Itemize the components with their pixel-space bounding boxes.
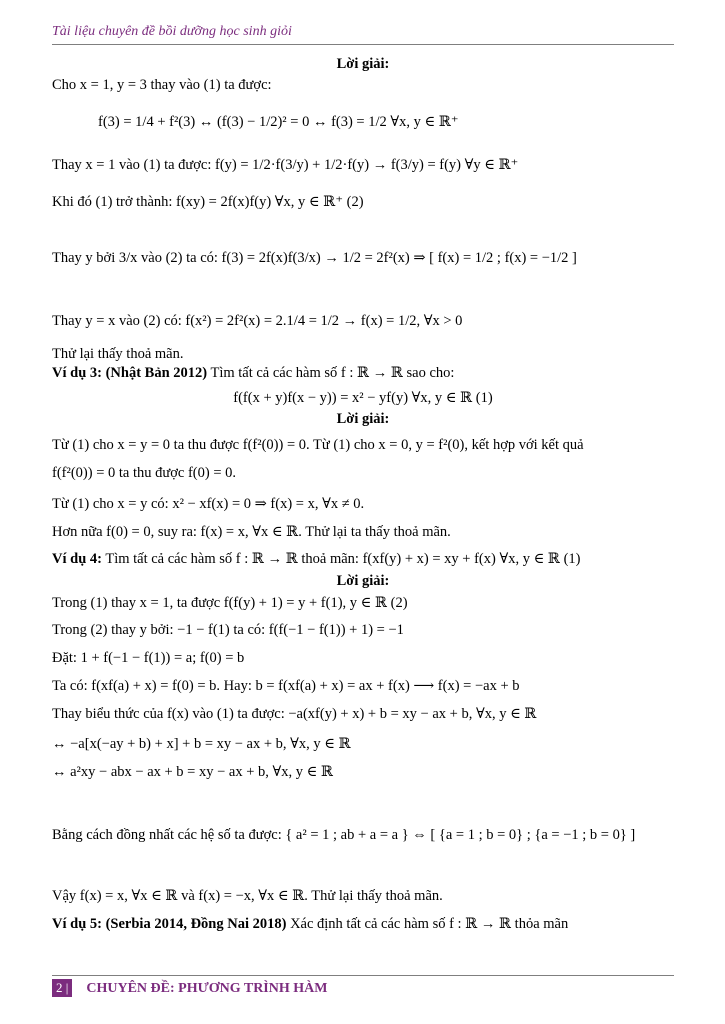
text-line — [52, 735, 351, 753]
example-heading: Ví dụ 5: (Serbia 2014, Đồng Nai 2018) — [52, 916, 287, 932]
text-line — [98, 113, 459, 131]
text-line — [52, 389, 674, 407]
text-line — [52, 887, 443, 905]
line-text: Vậy f(x) = x, ∀x ∈ ℝ và f(x) = −x, ∀x ∈ ℝ. Thử lại thấy thoả mãn. — [52, 888, 443, 904]
text-line — [52, 464, 236, 482]
example-heading: Ví dụ 3: (Nhật Bản 2012) — [52, 365, 208, 381]
text-line — [52, 76, 272, 94]
line-text: Bằng cách đồng nhất các hệ số ta được: { a² = 1 ; ab + a = a } ⇔ [ {a = 1 ; b = 0} ; {a = −1 ; b = 0} ] — [52, 827, 636, 843]
line-text: Đặt: 1 + f(−1 − f(1)) = a; f(0) = b — [52, 650, 245, 666]
text-line — [52, 826, 635, 844]
example-heading: Ví dụ 4: — [52, 551, 102, 567]
text-line — [52, 249, 577, 267]
line-text: Thay y bởi 3/x vào (2) ta có: f(3) = 2f(x)f(3/x) → 1/2 = 2f²(x) ⇒ [ f(x) = 1/2 ; f(x) = −1/2 ] — [52, 250, 577, 266]
solution-heading: Lời giải: — [336, 411, 390, 427]
line-text: Thay y = x vào (2) có: f(x²) = 2f²(x) = 2.1/4 = 1/2 → f(x) = 1/2, ∀x > 0 — [52, 313, 463, 329]
line-text: Thử lại thấy thoả mãn. — [52, 346, 184, 362]
text-line — [52, 594, 408, 612]
line-text: Ta có: f(xf(a) + x) = f(0) = b. Hay: b = f(xf(a) + x) = ax + f(x) ⟶ f(x) = −ax + b — [52, 678, 520, 694]
text-line — [52, 193, 364, 211]
line-text: Từ (1) cho x = y = 0 ta thu được f(f²(0)) = 0. Từ (1) cho x = 0, y = f²(0), kết hợp với kết quả — [52, 437, 584, 453]
text-line — [52, 677, 520, 695]
line-text: f(f²(0)) = 0 ta thu được f(0) = 0. — [52, 465, 236, 481]
line-text: f(3) = 1/4 + f²(3) ↔ (f(3) − 1/2)² = 0 ↔ f(3) = 1/2 ∀x, y ∈ ℝ⁺ — [98, 114, 459, 130]
text-line — [52, 705, 536, 723]
page-header: Tài liệu chuyên đề bồi dưỡng học sinh giỏi — [52, 24, 292, 39]
page-number: 2 | — [52, 979, 72, 997]
line-text: Thay biểu thức của f(x) vào (1) ta được: −a(xf(y) + x) + b = xy − ax + b, ∀x, y ∈ ℝ — [52, 706, 537, 722]
text-line — [52, 763, 333, 781]
text-line — [52, 915, 568, 933]
text-line — [52, 55, 674, 73]
page-footer — [52, 979, 327, 997]
line-text: Từ (1) cho x = y có: x² − xf(x) = 0 ⇒ f(x) = x, ∀x ≠ 0. — [52, 496, 365, 512]
text-line — [52, 550, 581, 568]
line-text: Thay x = 1 vào (1) ta được: f(y) = 1/2·f(3/y) + 1/2·f(y) → f(3/y) = f(y) ∀y ∈ ℝ⁺ — [52, 157, 519, 173]
text-line — [52, 436, 584, 454]
text-line — [52, 523, 451, 541]
line-text: Trong (1) thay x = 1, ta được f(f(y) + 1) = y + f(1), y ∈ ℝ (2) — [52, 595, 408, 611]
line-text: Khi đó (1) trở thành: f(xy) = 2f(x)f(y) ∀x, y ∈ ℝ⁺ (2) — [52, 194, 364, 210]
solution-heading: Lời giải: — [336, 56, 390, 72]
line-text: Cho x = 1, y = 3 thay vào (1) ta được: — [52, 77, 272, 93]
text-line — [52, 156, 518, 174]
text-line — [52, 345, 183, 363]
text-line — [52, 649, 244, 667]
text-line — [52, 312, 462, 330]
line-text: f(f(x + y)f(x − y)) = x² − yf(y) ∀x, y ∈ ℝ (1) — [233, 390, 493, 406]
solution-heading: Lời giải: — [336, 573, 390, 589]
header-rule — [52, 44, 674, 45]
text-line — [52, 572, 674, 590]
line-text: Xác định tất cả các hàm số f : ℝ → ℝ thỏa mãn — [290, 916, 569, 932]
text-line — [52, 495, 364, 513]
line-text: Trong (2) thay y bởi: −1 − f(1) ta có: f(f(−1 − f(1)) + 1) = −1 — [52, 622, 404, 638]
footer-title: CHUYÊN ĐỀ: PHƯƠNG TRÌNH HÀM — [86, 981, 328, 996]
line-text: Tìm tất cả các hàm số f : ℝ → ℝ thoả mãn: f(xf(y) + x) = xy + f(x) ∀x, y ∈ ℝ (1) — [105, 551, 581, 567]
line-text: ↔ a²xy − abx − ax + b = xy − ax + b, ∀x, y ∈ ℝ — [52, 764, 334, 780]
line-text: Tìm tất cả các hàm số f : ℝ → ℝ sao cho: — [210, 365, 455, 381]
line-text: ↔ −a[x(−ay + b) + x] + b = xy − ax + b, ∀x, y ∈ ℝ — [52, 736, 351, 752]
text-line — [52, 364, 454, 382]
text-line — [52, 621, 404, 639]
line-text: Hơn nữa f(0) = 0, suy ra: f(x) = x, ∀x ∈ ℝ. Thử lại ta thấy thoả mãn. — [52, 524, 451, 540]
text-line — [52, 410, 674, 428]
footer-rule — [52, 975, 674, 976]
